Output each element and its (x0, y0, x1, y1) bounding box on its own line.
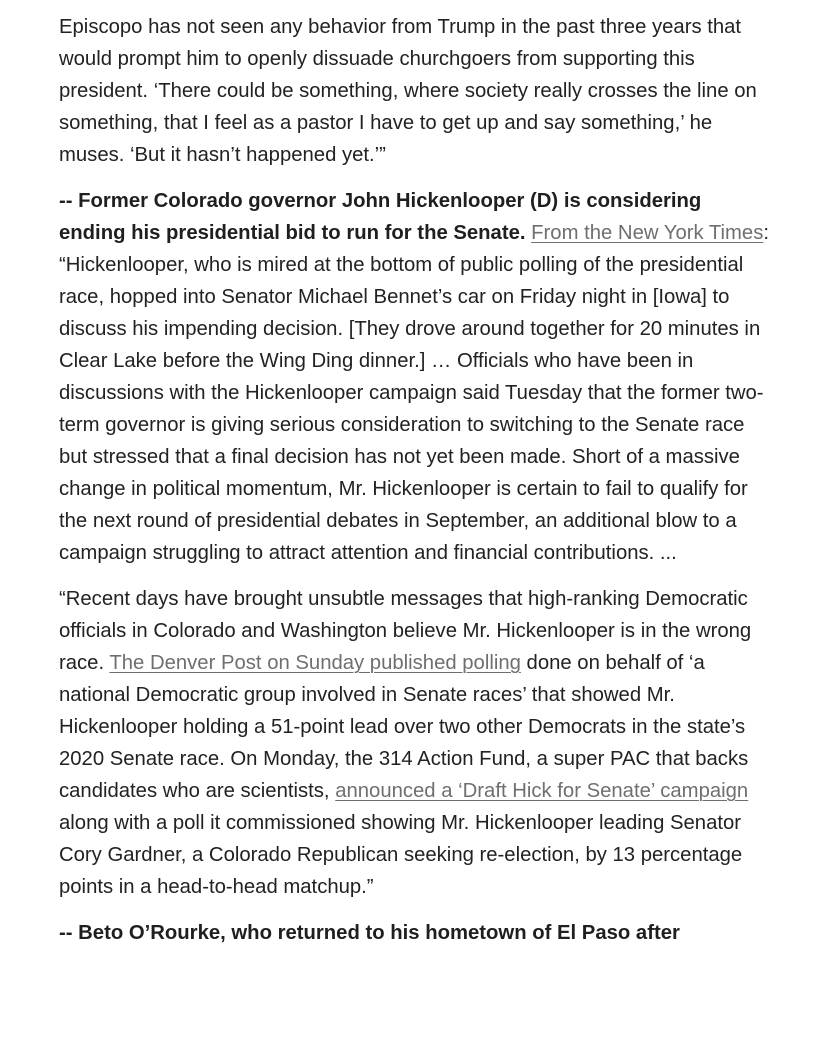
paragraph-orourke (59, 917, 771, 949)
denver-post-link[interactable]: The Denver Post on Sunday published polling (109, 652, 521, 674)
nyt-link[interactable]: From the New York Times (531, 222, 764, 244)
paragraph-recent-days (59, 583, 771, 903)
paragraph-episcopo (59, 11, 771, 171)
paragraph-text: along with a poll it commissioned showing Mr. Hickenlooper leading Senator Cory Gardner, a Colorado Republican seeking re-election, by 13 percentage points in a head-to-head matchup.” (59, 812, 743, 898)
bold-lead: -- Beto O’Rourke, who returned to his hometown of El Paso after (59, 922, 680, 944)
paragraph-text: “Recent days have brought unsubtle messages that high-ranking Democratic officials in Colorado and Washington believe Mr. Hickenlooper is in the wrong race. (59, 588, 752, 674)
draft-hick-link[interactable]: announced a ‘Draft Hick for Senate’ campaign (335, 780, 749, 802)
paragraph-hickenlooper (59, 185, 771, 569)
paragraph-text: done on behalf of ‘a national Democratic group involved in Senate races’ that showed Mr. Hickenlooper holding a 51-point lead over two other Democrats in the state’s 2020 Senate race. On Monday, the 314 Action Fund, a super PAC that backs candidates who are scientists, (59, 652, 749, 802)
article-body (59, 11, 771, 963)
paragraph-text: : “Hickenlooper, who is mired at the bottom of public polling of the presidential race, hopped into Senator Michael Bennet’s car on Friday night in [Iowa] to discuss his impending decision. [They drove around together for 20 minutes in Clear Lake before the Wing Ding dinner.] … Officials who have been in discussions with the Hickenlooper campaign said Tuesday that the former two-term governor is giving serious consideration to switching to the Senate race but stressed that a final decision has not yet been made. Short of a massive change in political momentum, Mr. Hickenlooper is certain to fail to qualify for the next round of presidential debates in September, an additional blow to a campaign struggling to attract attention and financial contributions. ... (59, 222, 769, 564)
bold-lead: -- Former Colorado governor John Hickenlooper (D) is considering ending his presidential bid to run for the Senate. (59, 190, 702, 244)
paragraph-text: Episcopo has not seen any behavior from Trump in the past three years that would prompt him to openly dissuade churchgoers from supporting this president. ‘There could be something, where society really crosses the line on something, that I feel as a pastor I have to get up and say something,’ he muses. ‘But it hasn’t happened yet.’” (59, 16, 757, 166)
